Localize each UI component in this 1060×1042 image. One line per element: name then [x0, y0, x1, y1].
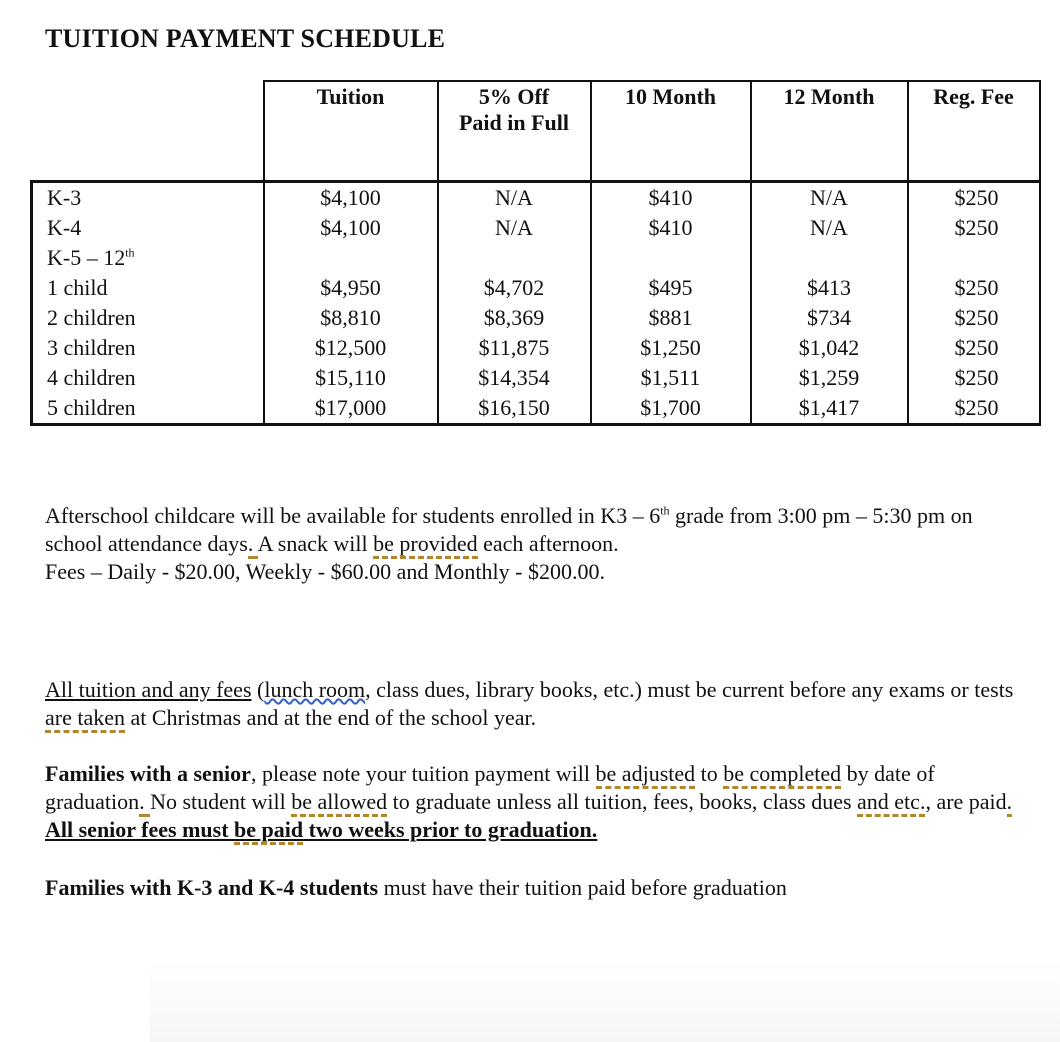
k3k4-notice-heading: Families with K-3 and K-4 students: [45, 875, 379, 900]
cell-paid-full: $14,354: [438, 363, 591, 393]
header-reg-fee: Reg. Fee: [908, 81, 1040, 182]
table-row: [32, 363, 1040, 393]
afterschool-text: A snack will: [257, 531, 374, 556]
cell-reg-fee: $250: [908, 213, 1040, 243]
header-tuition: Tuition: [264, 81, 438, 182]
grammar-flag[interactable]: be adjusted: [596, 761, 696, 789]
grammar-flag[interactable]: and etc.: [857, 789, 925, 817]
row-label: K-3: [32, 182, 264, 214]
row-label: 1 child: [32, 273, 264, 303]
cell-twelve-month: $413: [751, 273, 908, 303]
grammar-flag[interactable]: be completed: [723, 761, 841, 789]
k3k4-notice-paragraph: [45, 874, 1035, 902]
cell-twelve-month: N/A: [751, 182, 908, 214]
table-row: [32, 393, 1040, 425]
header-ten-month: 10 Month: [591, 81, 751, 182]
senior-notice-text: by date of graduation: [45, 761, 935, 814]
afterschool-text: pm on school attendance days: [45, 503, 973, 556]
senior-notice-text: to graduate unless all tuition, fees, books, class dues: [387, 789, 858, 814]
table-row: [32, 303, 1040, 333]
cell-ten-month: $410: [591, 213, 751, 243]
fees-notice-text: , class dues, library books, etc.) must be current before any exams or tests: [365, 677, 1014, 702]
cell-reg-fee: [908, 243, 1040, 273]
grammar-flag[interactable]: be paid: [234, 817, 303, 845]
row-label: 5 children: [32, 393, 264, 425]
table-row: [32, 333, 1040, 363]
cell-reg-fee: $250: [908, 273, 1040, 303]
cell-tuition: $4,950: [264, 273, 438, 303]
senior-notice-paragraph: [45, 760, 1035, 844]
cell-ten-month: [591, 243, 751, 273]
cell-twelve-month: [751, 243, 908, 273]
senior-fees-text: All senior fees must: [45, 817, 235, 842]
cell-ten-month: $410: [591, 182, 751, 214]
cell-paid-full: N/A: [438, 213, 591, 243]
cell-tuition: $17,000: [264, 393, 438, 425]
grammar-flag[interactable]: be allowed: [291, 789, 387, 817]
fees-notice-text: at Christmas and at the end of the school year.: [125, 705, 537, 730]
cell-reg-fee: $250: [908, 333, 1040, 363]
cell-paid-full: $16,150: [438, 393, 591, 425]
header-paid-in-full-line2: Paid in Full: [458, 110, 570, 135]
cell-tuition: $15,110: [264, 363, 438, 393]
cell-tuition: $12,500: [264, 333, 438, 363]
fees-notice-text: (: [251, 677, 265, 702]
fees-notice-text: All tuition and any fees: [45, 677, 252, 702]
cell-twelve-month: N/A: [751, 213, 908, 243]
table-row: [32, 243, 1040, 273]
senior-notice-text: to: [695, 761, 724, 786]
spelling-flag[interactable]: lunch room: [264, 677, 366, 702]
cell-reg-fee: $250: [908, 182, 1040, 214]
row-label: 4 children: [32, 363, 264, 393]
row-label: 2 children: [32, 303, 264, 333]
page-shadow: [150, 960, 1060, 1042]
cell-reg-fee: $250: [908, 363, 1040, 393]
row-label-main: K-5 – 12: [47, 245, 126, 270]
table-row: [32, 273, 1040, 303]
senior-notice-heading: Families with a senior: [45, 761, 251, 786]
grammar-flag[interactable]: be provided: [373, 531, 477, 559]
table-header-row: [32, 81, 1040, 182]
cell-paid-full: N/A: [438, 182, 591, 214]
cell-ten-month: $1,250: [591, 333, 751, 363]
afterschool-text: grade from 3:00 pm – 5:30: [669, 503, 912, 528]
table-row: [32, 213, 1040, 243]
document-title: TUITION PAYMENT SCHEDULE: [45, 24, 446, 53]
afterschool-paragraph: [45, 502, 1035, 586]
afterschool-text: each afternoon.: [477, 531, 619, 556]
cell-paid-full: $8,369: [438, 303, 591, 333]
senior-notice-text: No student will: [150, 789, 292, 814]
cell-paid-full: $4,702: [438, 273, 591, 303]
cell-tuition: $4,100: [264, 182, 438, 214]
senior-fees-text: two weeks prior to graduation.: [303, 817, 598, 842]
cell-tuition: [264, 243, 438, 273]
afterschool-text: Afterschool childcare will be available for students enrolled in K3 – 6: [45, 503, 661, 528]
afterschool-sup: th: [660, 503, 670, 518]
senior-notice-text: , please note your tuition payment will: [250, 761, 596, 786]
cell-twelve-month: $1,259: [751, 363, 908, 393]
cell-tuition: $8,810: [264, 303, 438, 333]
senior-fees-deadline: [45, 817, 597, 845]
grammar-flag[interactable]: .: [139, 789, 150, 817]
row-label-sup: th: [125, 245, 135, 260]
cell-reg-fee: $250: [908, 303, 1040, 333]
grammar-flag[interactable]: .: [248, 531, 258, 559]
grammar-flag[interactable]: .: [1007, 789, 1013, 817]
cell-ten-month: $1,511: [591, 363, 751, 393]
cell-paid-full: $11,875: [438, 333, 591, 363]
cell-tuition: $4,100: [264, 213, 438, 243]
row-label: 3 children: [32, 333, 264, 363]
cell-paid-full: [438, 243, 591, 273]
grammar-flag[interactable]: are taken: [45, 705, 125, 733]
fees-notice-paragraph: [45, 676, 1035, 732]
cell-twelve-month: $1,417: [751, 393, 908, 425]
k3k4-notice-text: must have their tuition paid before graduation: [378, 875, 787, 900]
row-label: [32, 243, 264, 273]
cell-ten-month: $881: [591, 303, 751, 333]
afterschool-fees: Fees – Daily - $20.00, Weekly - $60.00 and Monthly - $200.00.: [45, 559, 605, 584]
tuition-table: [30, 80, 1041, 426]
row-label: K-4: [32, 213, 264, 243]
senior-notice-text: , are paid: [925, 789, 1007, 814]
cell-twelve-month: $1,042: [751, 333, 908, 363]
cell-ten-month: $1,700: [591, 393, 751, 425]
header-blank-cell: [32, 81, 264, 182]
header-paid-in-full-line1: 5% Off: [478, 84, 550, 109]
table-row: [32, 182, 1040, 214]
cell-ten-month: $495: [591, 273, 751, 303]
header-paid-in-full: [438, 81, 591, 182]
header-twelve-month: 12 Month: [751, 81, 908, 182]
cell-reg-fee: $250: [908, 393, 1040, 425]
cell-twelve-month: $734: [751, 303, 908, 333]
